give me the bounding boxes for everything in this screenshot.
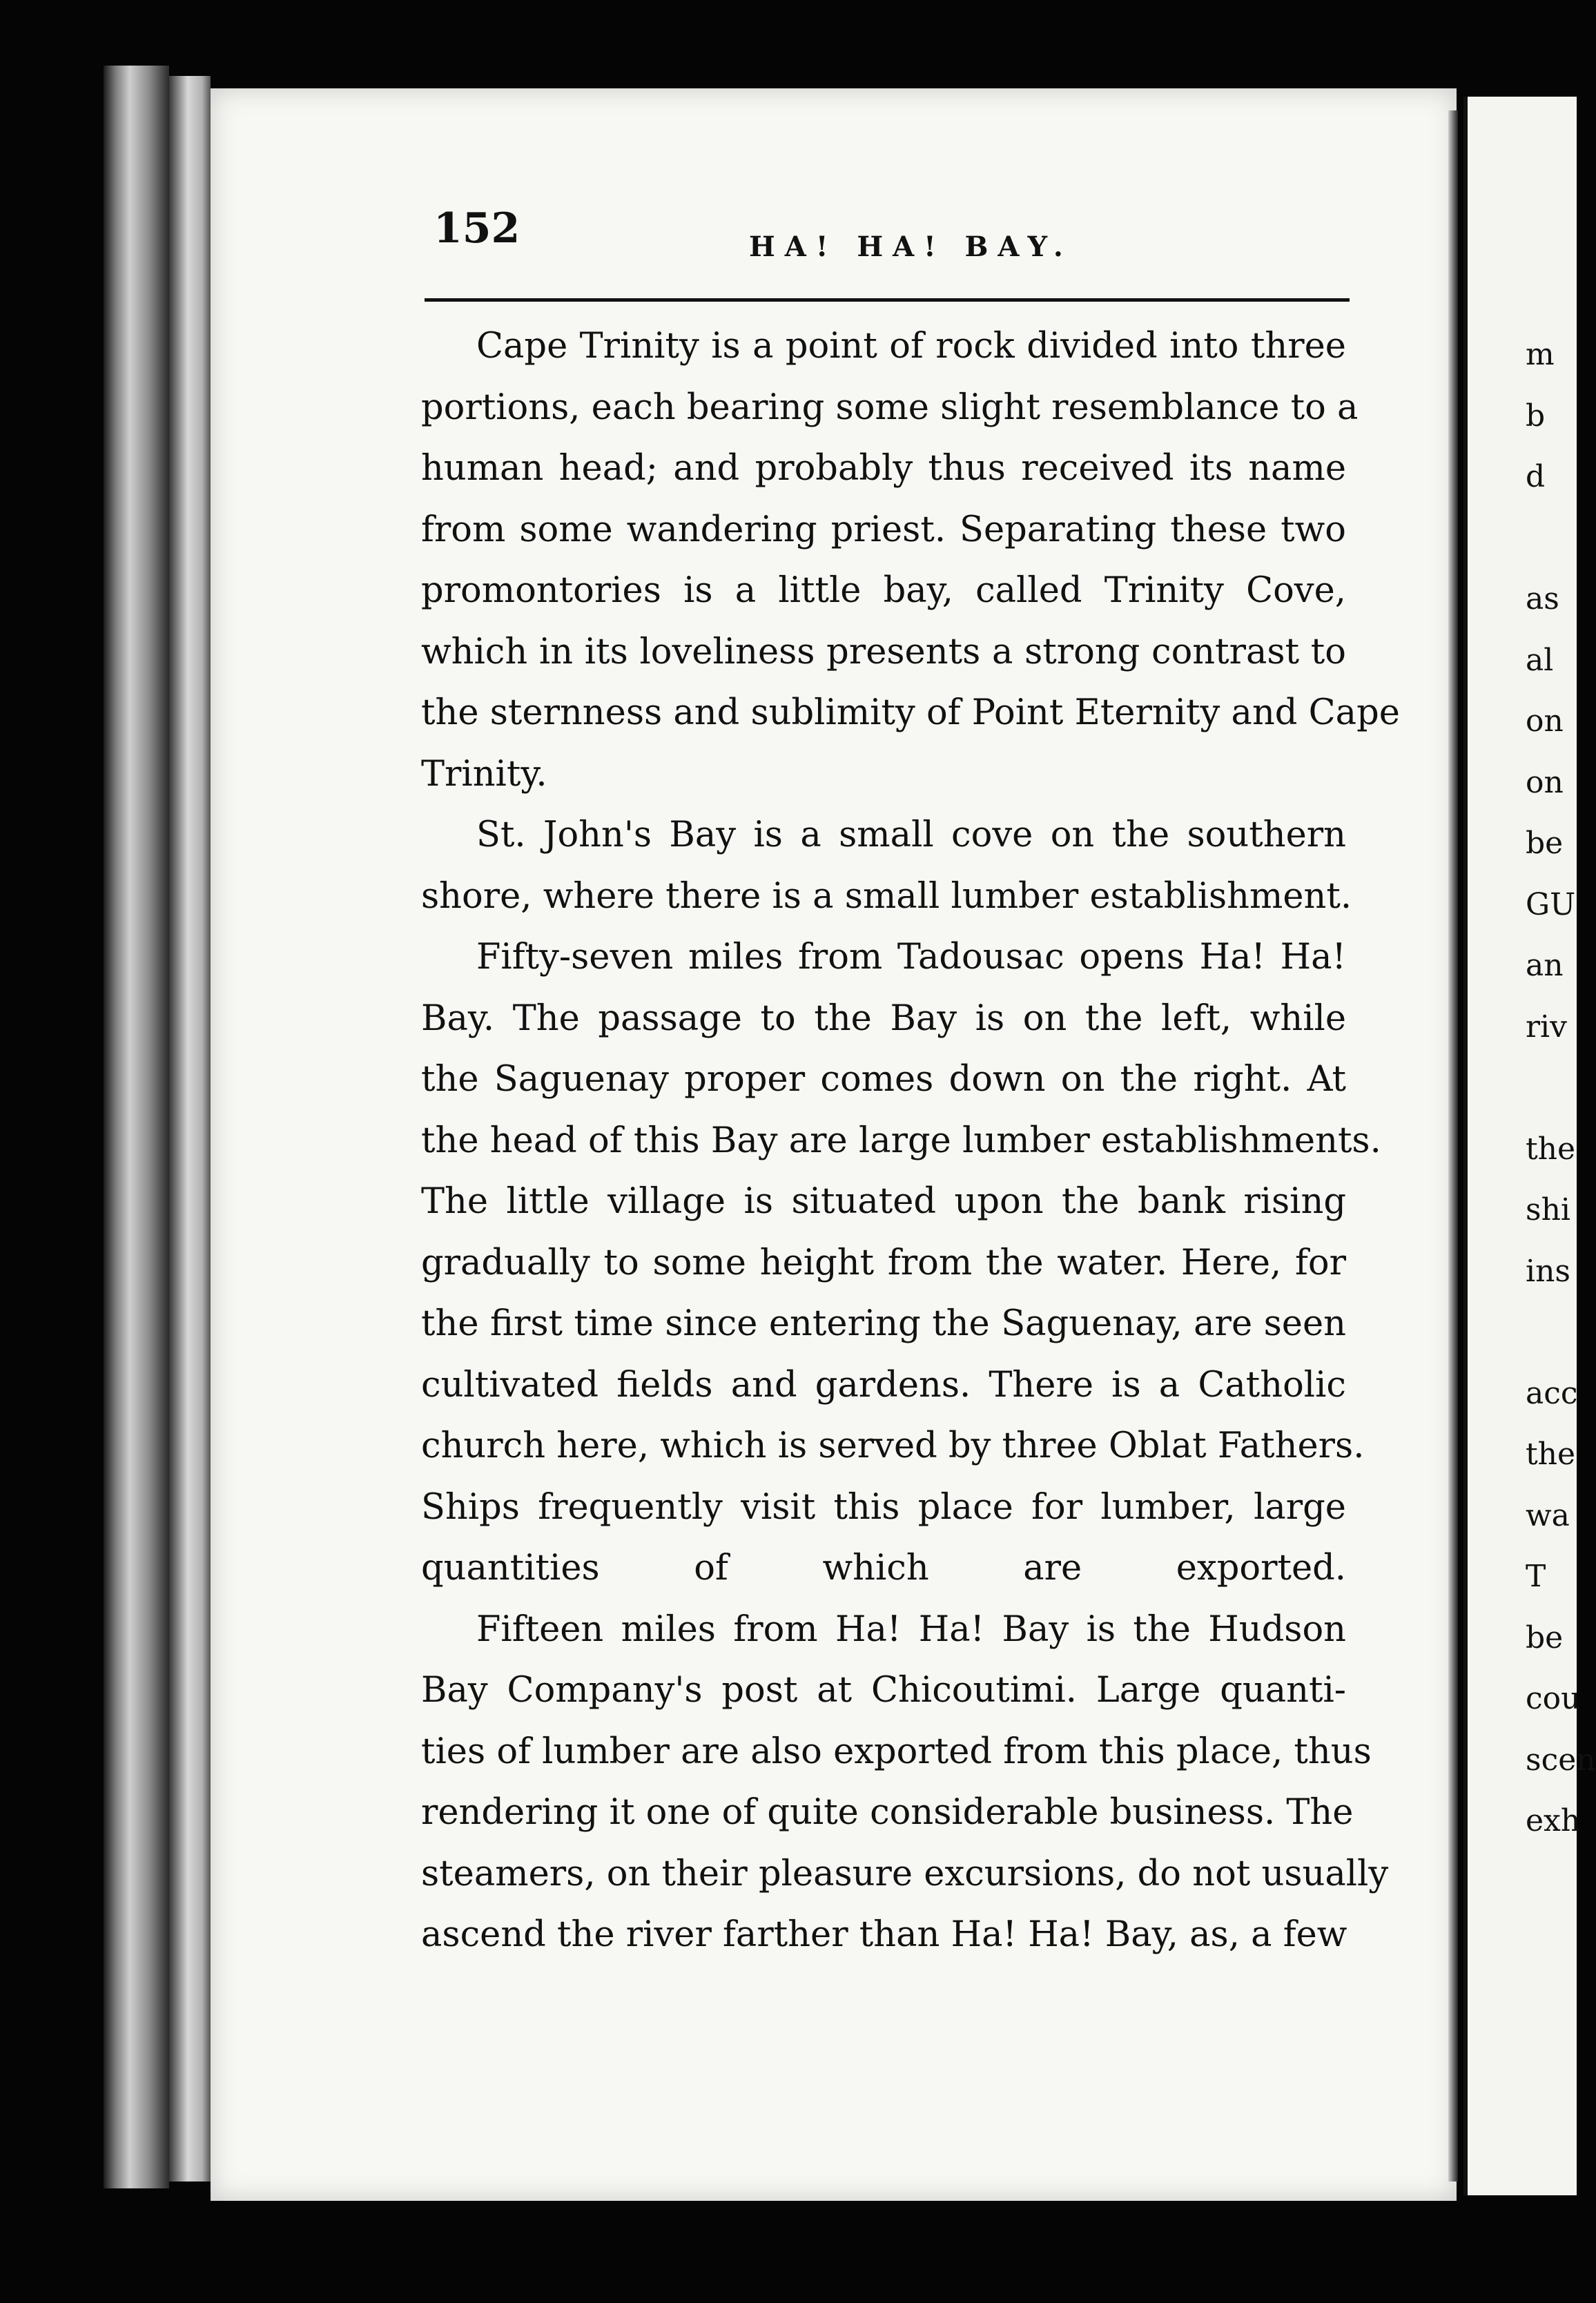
facing-fragment: [1526, 508, 1596, 570]
text-line: ascend the river farther than Ha! Ha! Bay, as, a few: [421, 1914, 1347, 1955]
text-line: Bay. The passage to the Bay is on the left, while: [421, 998, 1346, 1039]
text-line: shore, where there is a small lumber establishment.: [421, 875, 1352, 917]
facing-fragment: [1526, 1302, 1596, 1363]
text-line: cultivated fields and gardens. There is a Catholic: [421, 1364, 1346, 1406]
facing-fragment: exh: [1526, 1803, 1581, 1838]
text-line: portions, each bearing some slight resemblance to a: [421, 387, 1359, 428]
facing-fragment: on: [1526, 764, 1564, 800]
text-line: Fifteen miles from Ha! Ha! Bay is the Hudson: [476, 1609, 1346, 1650]
facing-fragment: T: [1526, 1559, 1546, 1594]
facing-fragment: wa: [1526, 1497, 1570, 1533]
text-line: Fifty-seven miles from Tadousac opens Ha! Ha!: [476, 937, 1346, 978]
facing-fragment: as: [1526, 581, 1559, 616]
facing-fragment: be: [1526, 826, 1564, 861]
running-head: HA! HA! BAY.: [749, 231, 1073, 263]
text-line: which in its loveliness presents a strong contrast to: [421, 631, 1346, 672]
text-line: The little village is situated upon the bank rising: [421, 1181, 1346, 1222]
text-line: Bay Company's post at Chicoutimi. Large quanti-: [421, 1670, 1346, 1711]
facing-fragment: b: [1526, 398, 1546, 434]
facing-fragment: cou: [1526, 1681, 1581, 1716]
facing-fragment: [1526, 1058, 1596, 1119]
text-line: Ships frequently visit this place for lumber, large: [421, 1486, 1346, 1528]
facing-fragment: riv: [1526, 1009, 1567, 1044]
facing-fragment: d: [1526, 459, 1546, 494]
text-line: quantities of which are exported.: [421, 1548, 1346, 1588]
text-line: St. John's Bay is a small cove on the southern: [476, 815, 1346, 855]
text-line: the head of this Bay are large lumber establishments.: [421, 1120, 1381, 1161]
facing-fragment: m: [1526, 337, 1555, 372]
facing-fragment: GU: [1526, 886, 1576, 922]
text-line: steamers, on their pleasure excursions, do not usually: [421, 1853, 1389, 1894]
text-line: the first time since entering the Saguenay, are seen: [421, 1303, 1346, 1344]
text-line: Trinity.: [421, 753, 547, 795]
paragraph: [421, 316, 1400, 805]
spine-outer: [104, 66, 169, 2188]
facing-fragment: the: [1526, 1131, 1576, 1167]
page-number: 152: [434, 204, 520, 253]
text-line: human head; and probably thus received its name: [421, 448, 1346, 489]
facing-fragment: be: [1526, 1620, 1564, 1655]
text-line: the sternness and sublimity of Point Eternity and Cape: [421, 692, 1400, 733]
text-line: the Saguenay proper comes down on the right. At: [421, 1059, 1346, 1100]
paragraph: [421, 805, 1352, 927]
header-rule: [425, 298, 1350, 302]
paragraph: [421, 1600, 1389, 1966]
facing-page-text: [1526, 324, 1596, 1852]
text-line: gradually to some height from the water. Here, for: [421, 1242, 1346, 1283]
text-line: ties of lumber are also exported from this place, thus: [421, 1731, 1372, 1772]
text-line: promontories is a little bay, called Trinity Cove,: [421, 570, 1346, 611]
facing-fragment: the: [1526, 1437, 1576, 1472]
text-line: rendering it one of quite considerable business. The: [421, 1792, 1354, 1833]
text-line: church here, which is served by three Oblat Fathers.: [421, 1426, 1365, 1466]
facing-fragment: ins: [1526, 1253, 1570, 1289]
body-text: [421, 316, 1400, 1966]
gutter-shadow: [1448, 110, 1458, 2181]
facing-fragment: acc: [1526, 1375, 1578, 1411]
facing-fragment: al: [1526, 642, 1554, 678]
spine-inner: [169, 76, 211, 2181]
text-line: Cape Trinity is a point of rock divided into three: [476, 326, 1346, 367]
facing-fragment: shi: [1526, 1192, 1570, 1227]
facing-fragment: an: [1526, 948, 1564, 983]
paragraph: [421, 927, 1381, 1600]
facing-fragment: scen: [1526, 1742, 1596, 1778]
text-line: from some wandering priest. Separating these two: [421, 509, 1346, 550]
facing-fragment: on: [1526, 703, 1564, 739]
